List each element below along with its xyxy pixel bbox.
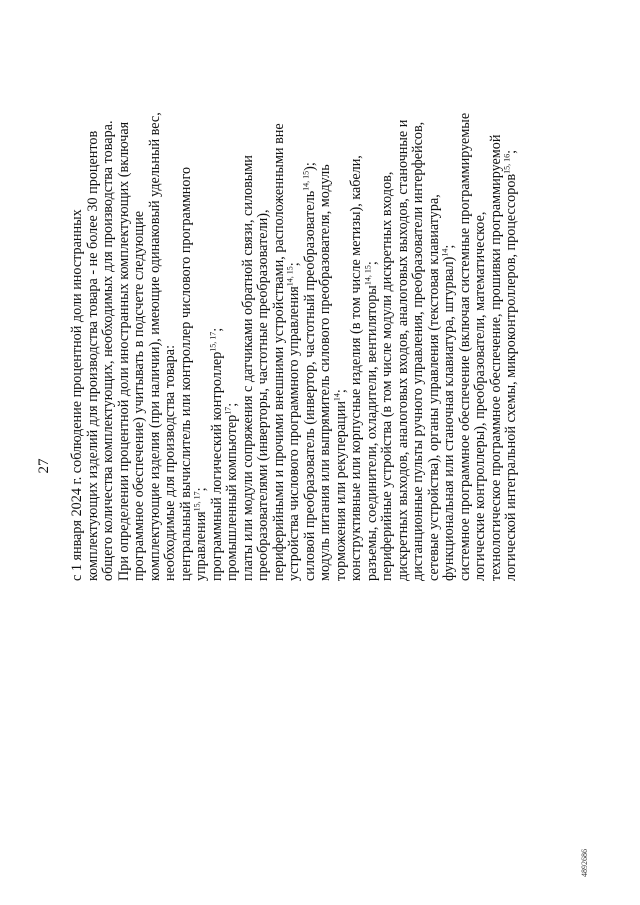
- footnote-reference: 14, 15: [362, 265, 372, 286]
- list-item: [349, 51, 380, 581]
- list-item-line: [458, 51, 474, 581]
- list-item-line: [396, 51, 412, 581]
- list-item-line: [411, 51, 427, 581]
- paragraph-line: При определении процентной доли иностранных комплектующих (включая: [115, 121, 132, 581]
- list-item: [207, 51, 226, 581]
- paragraph-line: необходимые для производства товара:: [162, 344, 178, 581]
- list-item-line: [380, 51, 396, 581]
- list-item-punctuation: ;: [503, 149, 519, 154]
- list-item-line: [207, 51, 226, 581]
- list-item-line: [362, 51, 381, 581]
- list-item-punctuation: ;: [208, 327, 225, 332]
- footnote-reference: 15, 16: [502, 153, 512, 174]
- list-item-text: логической интегральной схемы, микроконтроллеров, процессоров: [503, 173, 519, 581]
- footnote-reference: 15, 17: [192, 491, 202, 512]
- list-item-punctuation: ;: [363, 261, 380, 266]
- list-item-line: [318, 51, 334, 581]
- list-item-punctuation: ;: [224, 402, 240, 407]
- list-item-text: разъемы, соединители, охладители, вентиляторы: [363, 285, 380, 581]
- footnote-reference: 14, 15: [300, 170, 310, 191]
- list-item-line: [331, 51, 350, 581]
- list-item-text: дискретных выходов, аналоговых входов, аналоговых выходов, станочные и: [394, 119, 411, 581]
- list-item-punctuation: ;: [193, 487, 209, 492]
- list-item-text: программный логический контроллер: [208, 351, 225, 581]
- list-item-text: торможения или рекуперации: [332, 401, 349, 581]
- list-item-line: [272, 51, 288, 581]
- list-item-line: [442, 51, 458, 581]
- footnote-reference: 14: [331, 393, 341, 402]
- list-item-text: конструктивные или корпусные изделия (в том числе метизы), кабели,: [348, 155, 364, 581]
- intro-paragraph: [70, 51, 179, 581]
- list-item: [458, 51, 520, 581]
- list-item-text: центральный вычислитель или контроллер числового программного: [177, 166, 194, 581]
- list-item-text: промышленный компьютер: [224, 414, 240, 581]
- list-item-text: технологическое программное обеспечение, прошивки программируемой: [487, 134, 504, 581]
- list-item-punctuation: ;: [441, 244, 457, 249]
- list-item-text: преобразователями (инверторы, частотные преобразователи),: [255, 209, 271, 581]
- list-item-punctuation: ;: [286, 262, 302, 267]
- list-item-text: устройства числового программного управления: [286, 286, 302, 581]
- list-item-line: [241, 51, 257, 581]
- paragraph-line: комплектующие изделия (при наличии), имеющие одинаковый удельный вес,: [146, 112, 163, 581]
- footnote-reference: 15, 17: [207, 331, 217, 352]
- list-item: [272, 51, 303, 581]
- list-item-punctuation: ;: [332, 389, 349, 394]
- list-item-text: силовой преобразователь (инвертор, частотный преобразователь: [301, 190, 318, 581]
- document-body: [70, 51, 520, 581]
- paragraph-line: с 1 января 2024 г. соблюдение процентной доли иностранных: [69, 209, 85, 581]
- component-list: [179, 51, 520, 581]
- list-item-text: периферийные устройства (в том числе модули дискретных входов,: [379, 171, 395, 581]
- rotated-text-block: [35, 46, 520, 886]
- list-item-text: функциональная или станочная клавиатура, штурвал): [441, 256, 457, 581]
- footnote-reference: 17: [223, 406, 233, 415]
- list-item: [225, 51, 241, 581]
- list-item-text: сетевые устройства), органы управления (текстовая клавиатура,: [425, 194, 442, 581]
- footnote-reference: 14: [440, 248, 450, 257]
- list-item-text: логические контроллеры), преобразователи, математическое,: [472, 211, 488, 581]
- list-item-line: [287, 51, 303, 581]
- list-item: [179, 51, 210, 581]
- footnote-reference: 14, 15: [285, 266, 295, 287]
- list-item-line: [427, 51, 443, 581]
- list-item: [380, 51, 458, 581]
- list-item: [241, 51, 272, 581]
- page-number: 27: [36, 458, 52, 474]
- list-item-text: периферийными и прочими внешними устройствами, расположенными вне: [270, 123, 287, 581]
- paragraph-line: общего количества комплектующих, необходимых для производства товара.: [100, 120, 116, 581]
- list-item-text: модуль питания или выпрямитель силового преобразователя, модуль: [317, 164, 333, 581]
- list-item-line: [256, 51, 272, 581]
- list-item-line: [349, 51, 365, 581]
- list-item-text: системное программное обеспечение (включая системные программируемые: [456, 112, 473, 581]
- list-item-text: управления: [193, 511, 209, 581]
- document-id: 4892686: [580, 849, 589, 877]
- list-item-text: дистанционные пульты ручного управления, преобразователи интерфейсов,: [410, 121, 426, 581]
- list-item: [318, 51, 349, 581]
- list-item-punctuation: );: [301, 162, 318, 171]
- list-item-line: [225, 51, 241, 581]
- list-item-line: [473, 51, 489, 581]
- list-item-line: [504, 51, 520, 581]
- list-item-text: платы или модули сопряжения с датчиками обратной связи, силовыми: [239, 155, 256, 581]
- paragraph-line: программное обеспечение) учитывать в подсчете следующие: [131, 210, 147, 581]
- paragraph-line: комплектующих изделий для производства товара - не более 30 процентов: [84, 130, 101, 581]
- list-item-line: [194, 51, 210, 581]
- list-item-line: [489, 51, 505, 581]
- list-item: [300, 51, 319, 581]
- list-item-line: [300, 51, 319, 581]
